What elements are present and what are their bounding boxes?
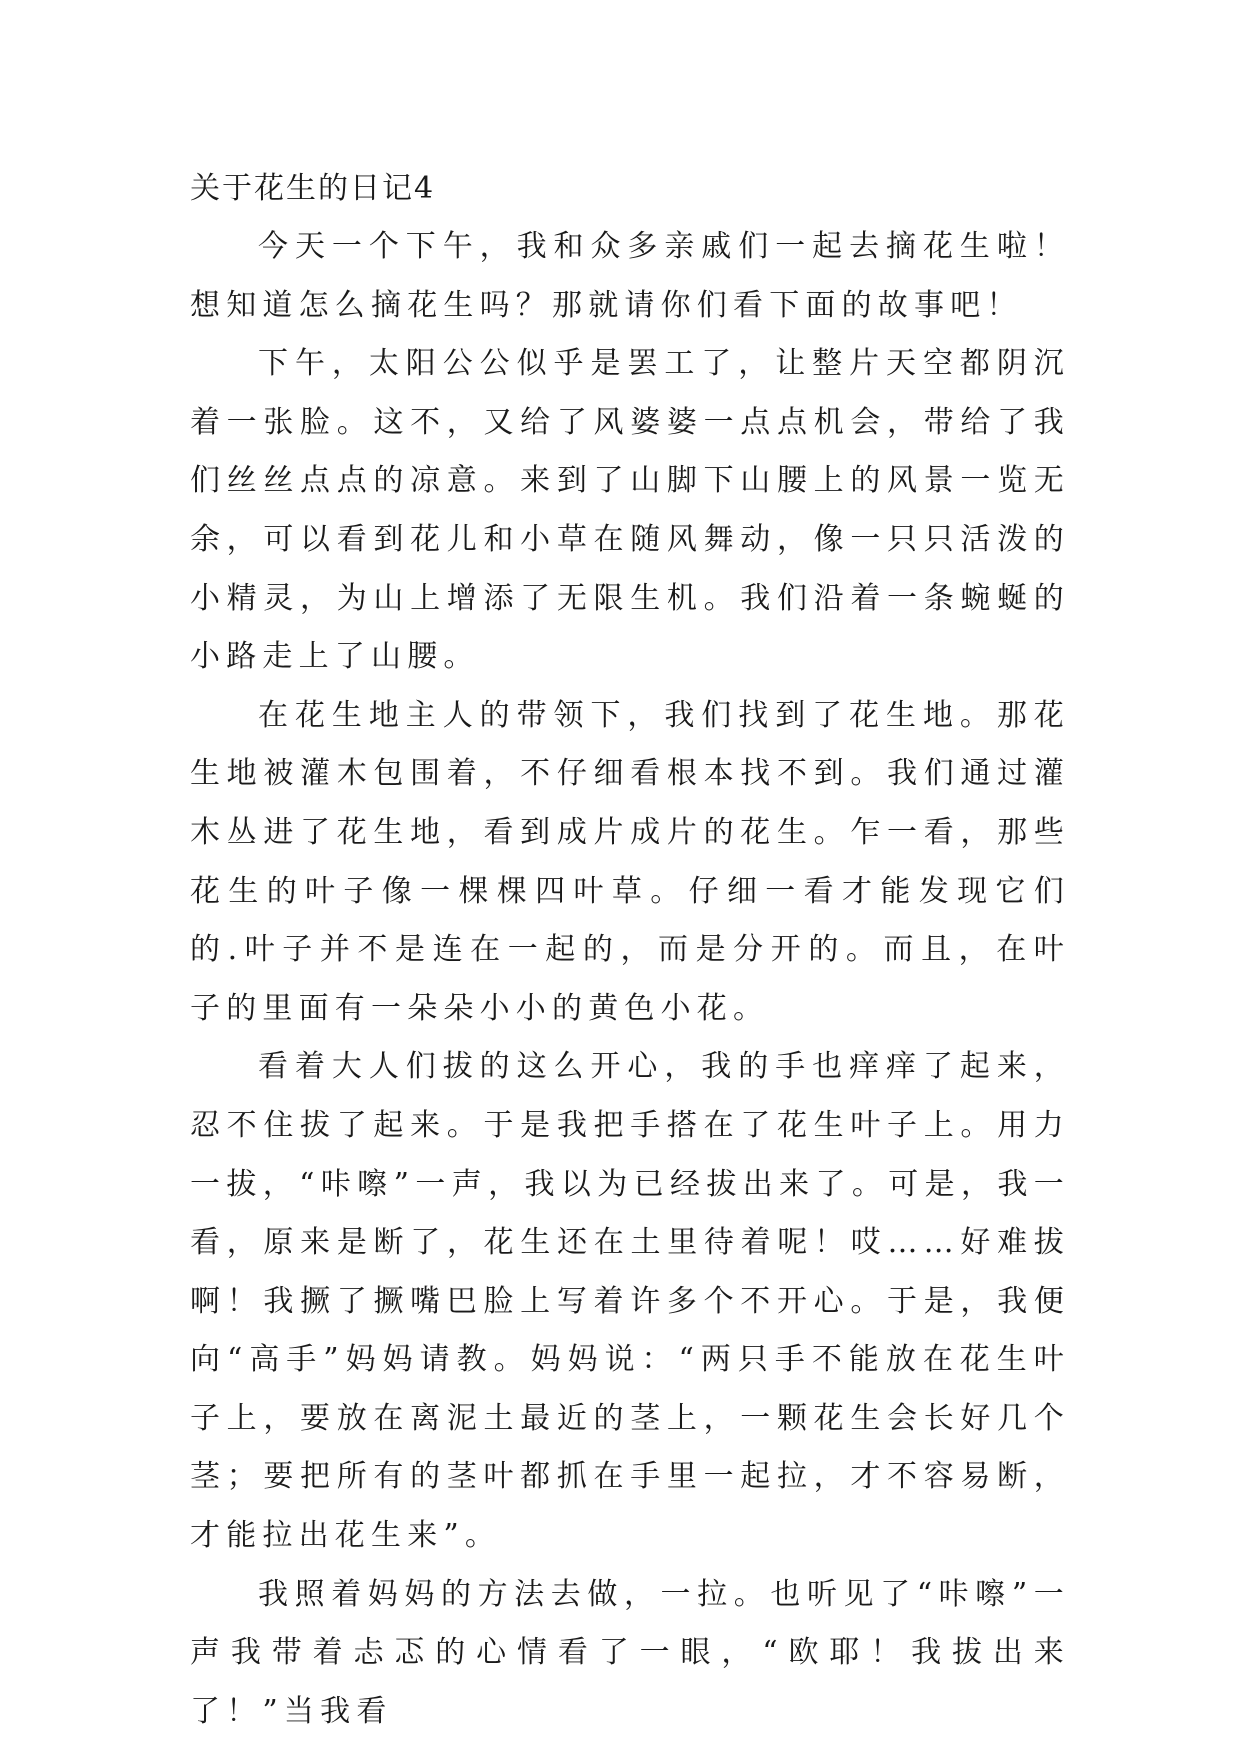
paragraph-3: 在花生地主人的带领下，我们找到了花生地。那花生地被灌木包围着，不仔细看根本找不到。我们通过灌木丛进了花生地，看到成片成片的花生。乍一看，那些花生的叶子像一棵棵四叶草。仔细一看才能发现它们的.叶子并不是连在一起的，而是分开的。而且，在叶子的里面有一朵朵小小的黄色小花。 xyxy=(190,697,1070,1026)
document-title: 关于花生的日记4 xyxy=(190,171,436,206)
paragraph-1: 今天一个下午，我和众多亲戚们一起去摘花生啦！想知道怎么摘花生吗？那就请你们看下面的故事吧！ xyxy=(190,229,1070,323)
document-body xyxy=(190,160,1070,1741)
paragraph-2: 下午，太阳公公似乎是罢工了，让整片天空都阴沉着一张脸。这不，又给了风婆婆一点点机会，带给了我们丝丝点点的凉意。来到了山脚下山腰上的风景一览无余，可以看到花儿和小草在随风舞动，像一只只活泼的小精灵，为山上增添了无限生机。我们沿着一条蜿蜒的小路走上了山腰。 xyxy=(190,346,1070,675)
paragraph-5: 我照着妈妈的方法去做，一拉。也听见了“咔嚓”一声我带着忐忑的心情看了一眼，“欧耶！我拔出来了！”当我看 xyxy=(190,1576,1070,1729)
paragraph-4: 看着大人们拔的这么开心，我的手也痒痒了起来，忍不住拔了起来。于是我把手搭在了花生叶子上。用力一拔，“咔嚓”一声，我以为已经拔出来了。可是，我一看，原来是断了，花生还在土里待着呢！哎……好难拔啊！我撅了撅嘴巴脸上写着许多个不开心。于是，我便向“高手”妈妈请教。妈妈说：“两只手不能放在花生叶子上，要放在离泥土最近的茎上，一颗花生会长好几个茎；要把所有的茎叶都抓在手里一起拉，才不容易断，才能拉出花生来”。 xyxy=(190,1049,1070,1554)
